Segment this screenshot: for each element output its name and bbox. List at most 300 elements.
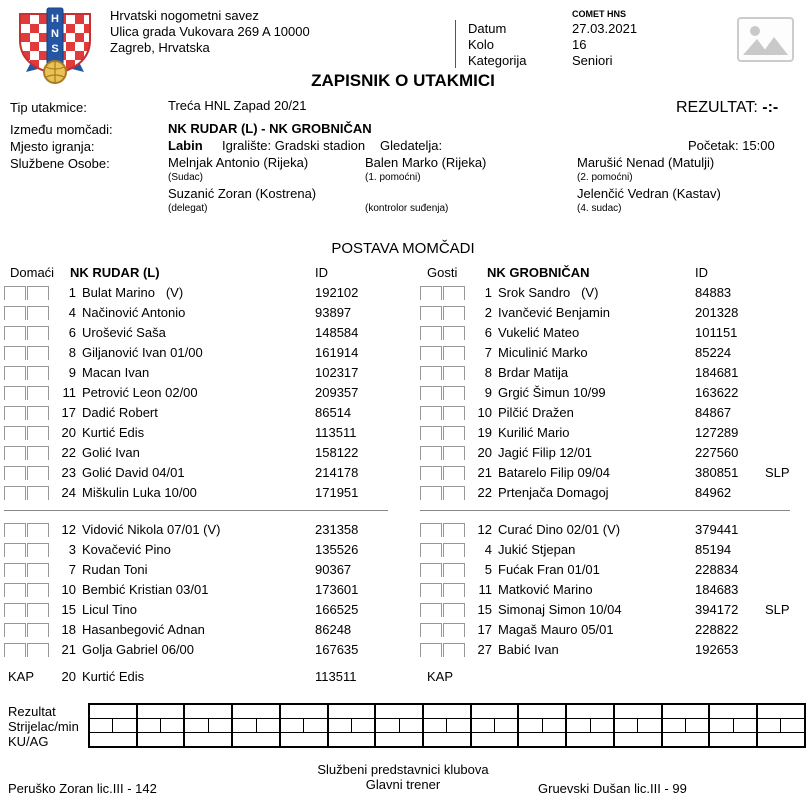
player-id: 209357	[315, 384, 359, 400]
player-checkbox-1	[4, 286, 26, 300]
player-row	[420, 382, 804, 402]
player-checkbox-1	[420, 286, 442, 300]
player-id: 214178	[315, 464, 359, 480]
player-checkbox-1	[4, 426, 26, 440]
svg-text:H: H	[51, 13, 59, 25]
away-team-column	[420, 262, 804, 686]
player-id: 84867	[695, 404, 732, 420]
grid-cell	[709, 719, 733, 733]
player-id: 201328	[695, 304, 739, 320]
player-checkbox-2	[27, 306, 49, 320]
player-id: 93897	[315, 304, 352, 320]
grid-cell	[137, 704, 185, 719]
system-label: COMET HNS	[572, 9, 626, 19]
player-number: 15	[477, 601, 492, 617]
player-id: 102317	[315, 364, 359, 380]
player-name: Načinović Antonio	[82, 304, 186, 320]
org-address2: Zagreb, Hrvatska	[110, 40, 210, 55]
player-checkbox-1	[4, 326, 26, 340]
away-representative: Gruevski Dušan lic.III - 99	[538, 781, 687, 796]
rezultat-label: REZULTAT:	[676, 99, 758, 116]
izmedu-momcadi-label: Između momčadi:	[10, 122, 113, 137]
player-id: 171951	[315, 484, 359, 500]
player-number: 27	[477, 641, 492, 657]
rezultat-value: -:-	[762, 99, 779, 116]
player-checkbox-2	[443, 286, 465, 300]
player-number: 6	[484, 324, 492, 340]
player-number: 17	[477, 621, 492, 637]
grid-cell	[304, 719, 328, 733]
player-row	[4, 462, 402, 482]
player-name: Dadić Robert	[82, 404, 158, 420]
home-starters-list	[4, 282, 402, 502]
player-flag: SLP	[765, 464, 790, 480]
player-checkbox-2	[27, 286, 49, 300]
grid-cell	[184, 733, 232, 748]
player-name: Giljanović Ivan 01/00	[82, 344, 203, 360]
away-side-label: Gosti	[427, 264, 458, 280]
official-fourth: Jelenčić Vedran (Kastav)	[577, 186, 721, 201]
player-checkbox-1	[420, 583, 442, 597]
svg-text:N: N	[51, 28, 59, 40]
player-checkbox-2	[443, 583, 465, 597]
grid-cell	[638, 719, 662, 733]
grid-cell	[757, 733, 805, 748]
grid-cell	[232, 719, 256, 733]
player-checkbox-1	[4, 366, 26, 380]
player-checkbox-1	[4, 306, 26, 320]
player-number: 6	[68, 324, 76, 340]
player-name: Miškulin Luka 10/00	[82, 484, 197, 500]
player-id: 85224	[695, 344, 732, 360]
away-starters-list	[420, 282, 804, 502]
grid-cell	[137, 733, 185, 748]
player-checkbox-2	[443, 543, 465, 557]
grid-cell	[423, 719, 447, 733]
player-checkbox-2	[443, 523, 465, 537]
player-id: 380851	[695, 464, 739, 480]
grid-cell	[662, 719, 686, 733]
player-row	[420, 462, 804, 482]
grid-cell	[280, 719, 304, 733]
player-checkbox-1	[4, 466, 26, 480]
player-name: Hasanbegović Adnan	[82, 621, 205, 637]
player-row	[420, 442, 804, 462]
player-id: 166525	[315, 601, 359, 617]
player-checkbox-2	[443, 346, 465, 360]
player-number: 10	[477, 404, 492, 420]
igraliste-text: Igralište: Gradski stadion	[222, 138, 366, 153]
player-checkbox-1	[4, 486, 26, 500]
grid-cell	[328, 733, 376, 748]
player-row	[420, 322, 804, 342]
kolo-value: 16	[572, 37, 587, 52]
player-checkbox-2	[27, 543, 49, 557]
player-checkbox-1	[420, 486, 442, 500]
player-checkbox-1	[4, 583, 26, 597]
player-id: 113511	[315, 424, 357, 440]
player-checkbox-1	[420, 603, 442, 617]
player-id: 163622	[695, 384, 739, 400]
player-number: 20	[61, 424, 76, 440]
home-team-name: NK RUDAR (L)	[70, 264, 160, 280]
player-name: Simonaj Simon 10/04	[498, 601, 622, 617]
player-id: 184681	[695, 364, 739, 380]
player-id: 184683	[695, 581, 739, 597]
grid-cell	[89, 733, 137, 748]
grid-cell	[518, 719, 542, 733]
player-checkbox-2	[27, 486, 49, 500]
datum-label: Datum	[468, 21, 507, 36]
grid-cell	[590, 719, 614, 733]
player-row	[4, 382, 402, 402]
grid-cell	[757, 704, 805, 719]
player-number: 17	[61, 404, 76, 420]
player-checkbox-2	[443, 486, 465, 500]
player-checkbox-2	[27, 386, 49, 400]
player-name: Ivančević Benjamin	[498, 304, 610, 320]
player-checkbox-1	[4, 346, 26, 360]
player-checkbox-1	[420, 306, 442, 320]
player-checkbox-2	[443, 563, 465, 577]
mjesto-value: Labin	[168, 138, 203, 153]
player-checkbox-1	[4, 446, 26, 460]
home-captain-row	[4, 666, 402, 686]
player-checkbox-2	[27, 643, 49, 657]
player-row	[4, 519, 402, 539]
player-name: Golić David 04/01	[82, 464, 185, 480]
player-name: Prtenjača Domagoj	[498, 484, 609, 500]
player-checkbox-1	[420, 406, 442, 420]
player-name: Fućak Fran 01/01	[498, 561, 600, 577]
svg-text:S: S	[51, 43, 59, 55]
mjesto-igranja-label: Mjesto igranja:	[10, 139, 95, 154]
player-id: 228834	[695, 561, 739, 577]
player-row	[4, 599, 402, 619]
header-divider	[455, 20, 456, 68]
player-id: 228822	[695, 621, 739, 637]
player-number: 1	[484, 284, 492, 300]
player-id: 86514	[315, 404, 352, 420]
player-checkbox-2	[27, 406, 49, 420]
player-number: 19	[477, 424, 492, 440]
player-checkbox-1	[4, 523, 26, 537]
grid-cell	[518, 733, 566, 748]
grid-cell	[614, 719, 638, 733]
player-checkbox-1	[420, 426, 442, 440]
player-name: Vidović Nikola 07/01 (V)	[82, 521, 221, 537]
player-checkbox-2	[443, 643, 465, 657]
player-row	[4, 302, 402, 322]
grid-cell	[566, 733, 614, 748]
player-id: 148584	[315, 324, 359, 340]
player-name: Miculinić Marko	[498, 344, 588, 360]
player-row	[4, 619, 402, 639]
grid-cell	[471, 719, 495, 733]
home-kap-label: KAP	[8, 668, 35, 684]
player-id: 135526	[315, 541, 359, 557]
player-number: 7	[484, 344, 492, 360]
player-row	[4, 579, 402, 599]
player-number: 5	[484, 561, 492, 577]
player-row	[420, 639, 804, 659]
tip-utakmice-label: Tip utakmice:	[10, 100, 87, 115]
player-id: 379441	[695, 521, 739, 537]
player-row	[420, 519, 804, 539]
player-id: 84962	[695, 484, 732, 500]
player-name: Licul Tino	[82, 601, 137, 617]
grid-cell	[375, 704, 423, 719]
grid-cell	[375, 733, 423, 748]
player-checkbox-1	[4, 543, 26, 557]
player-name: Batarelo Filip 09/04	[498, 464, 611, 480]
grid-cell	[161, 719, 185, 733]
away-id-header: ID	[695, 264, 708, 280]
grid-row-label-rezultat: Rezultat	[8, 704, 56, 719]
player-row	[4, 342, 402, 362]
grid-cell	[328, 704, 376, 719]
home-id-header: ID	[315, 264, 328, 280]
player-checkbox-1	[420, 523, 442, 537]
official-referee: Melnjak Antonio (Rijeka)	[168, 155, 309, 170]
gledatelja-label: Gledatelja:	[380, 138, 443, 153]
grid-cell	[256, 719, 280, 733]
player-checkbox-1	[4, 406, 26, 420]
grid-cell	[232, 733, 280, 748]
player-name: Brdar Matija	[498, 364, 569, 380]
player-number: 8	[484, 364, 492, 380]
player-row	[4, 322, 402, 342]
grid-cell	[399, 719, 423, 733]
player-name: Kovačević Pino	[82, 541, 171, 557]
player-checkbox-1	[420, 366, 442, 380]
home-captain-id: 113511	[315, 668, 357, 684]
player-number: 12	[477, 521, 492, 537]
player-id: 227560	[695, 444, 739, 460]
player-id: 192653	[695, 641, 739, 657]
player-number: 1	[68, 284, 76, 300]
player-name: Jagić Filip 12/01	[498, 444, 592, 460]
player-checkbox-2	[27, 466, 49, 480]
player-row	[4, 362, 402, 382]
player-row	[4, 282, 402, 302]
pocetak-text: Početak: 15:00	[688, 138, 775, 153]
player-row	[4, 639, 402, 659]
player-checkbox-1	[4, 386, 26, 400]
player-name: Vukelić Mateo	[498, 324, 580, 340]
player-checkbox-2	[443, 446, 465, 460]
player-checkbox-1	[420, 623, 442, 637]
player-checkbox-1	[4, 623, 26, 637]
player-row	[4, 442, 402, 462]
player-id: 90367	[315, 561, 352, 577]
player-id: 173601	[315, 581, 359, 597]
grid-cell	[709, 733, 757, 748]
player-id: 101151	[695, 324, 738, 340]
org-address1: Ulica grada Vukovara 269 A 10000	[110, 24, 310, 39]
grid-cell	[423, 704, 471, 719]
player-number: 22	[61, 444, 76, 460]
home-subs-divider	[4, 510, 388, 511]
kategorija-value: Seniori	[572, 53, 613, 68]
player-row	[420, 342, 804, 362]
teams-value: NK RUDAR (L) - NK GROBNIČAN	[168, 121, 372, 136]
grid-cell	[685, 719, 709, 733]
away-team-name: NK GROBNIČAN	[487, 264, 590, 280]
player-id: 192102	[315, 284, 359, 300]
player-row	[420, 559, 804, 579]
player-checkbox-2	[27, 346, 49, 360]
home-team-header	[4, 262, 402, 282]
player-id: 84883	[695, 284, 732, 300]
player-row	[420, 422, 804, 442]
datum-value: 27.03.2021	[572, 21, 638, 36]
player-checkbox-2	[443, 603, 465, 617]
grid-cell	[781, 719, 805, 733]
grid-cell	[471, 733, 519, 748]
player-row	[420, 579, 804, 599]
grid-cell	[614, 733, 662, 748]
player-checkbox-2	[27, 563, 49, 577]
player-name: Jukić Stjepan	[498, 541, 576, 557]
player-checkbox-2	[27, 523, 49, 537]
player-id: 167635	[315, 641, 359, 657]
grid-cell	[518, 704, 566, 719]
player-number: 21	[61, 641, 76, 657]
player-checkbox-2	[27, 426, 49, 440]
away-subs-divider	[420, 510, 790, 511]
away-kap-label: KAP	[427, 668, 454, 684]
grid-cell	[280, 704, 328, 719]
kolo-label: Kolo	[468, 37, 495, 52]
player-name: Rudan Toni	[82, 561, 148, 577]
grid-cell	[423, 733, 471, 748]
player-checkbox-1	[420, 346, 442, 360]
player-id: 158122	[315, 444, 359, 460]
player-row	[4, 559, 402, 579]
player-name: Petrović Leon 02/00	[82, 384, 198, 400]
player-number: 22	[477, 484, 492, 500]
grid-cell	[614, 704, 662, 719]
player-checkbox-2	[443, 406, 465, 420]
player-name: Matković Marino	[498, 581, 593, 597]
grid-cell	[89, 704, 137, 719]
grid-cell	[208, 719, 232, 733]
kategorija-label: Kategorija	[468, 53, 527, 68]
grid-cell	[137, 719, 161, 733]
home-representative: Peruško Zoran lic.III - 142	[8, 781, 157, 796]
player-checkbox-1	[420, 563, 442, 577]
player-checkbox-1	[4, 563, 26, 577]
official-fourth-role: (4. sudac)	[577, 203, 622, 214]
player-number: 11	[478, 581, 492, 597]
player-name: Kurilić Mario	[498, 424, 570, 440]
player-number: 8	[68, 344, 76, 360]
player-number: 2	[484, 304, 492, 320]
official-controller-role: (kontrolor suđenja)	[365, 203, 449, 214]
rezultat	[676, 99, 778, 117]
player-row	[4, 539, 402, 559]
home-subs-list	[4, 519, 402, 659]
player-checkbox-2	[27, 603, 49, 617]
player-checkbox-1	[4, 603, 26, 617]
home-captain-name: Kurtić Edis	[82, 668, 145, 684]
player-checkbox-2	[27, 583, 49, 597]
player-checkbox-1	[420, 643, 442, 657]
grid-cell	[495, 719, 519, 733]
player-checkbox-1	[420, 466, 442, 480]
footer-representatives-title: Službeni predstavnici klubova	[317, 762, 489, 777]
grid-cell	[757, 719, 781, 733]
player-number: 9	[484, 384, 492, 400]
player-row	[4, 482, 402, 502]
sluzbene-osobe-label: Službene Osobe:	[10, 156, 110, 171]
player-row	[4, 422, 402, 442]
player-name: Babić Ivan	[498, 641, 559, 657]
player-row	[420, 362, 804, 382]
player-checkbox-2	[27, 366, 49, 380]
away-captain-row	[420, 666, 804, 686]
player-number: 18	[61, 621, 76, 637]
player-name: Bembić Kristian 03/01	[82, 581, 209, 597]
player-number: 12	[61, 521, 76, 537]
player-row	[420, 482, 804, 502]
away-subs-list	[420, 519, 804, 659]
grid-row-label-kuag: KU/AG	[8, 734, 49, 749]
player-row	[420, 402, 804, 422]
player-number: 21	[477, 464, 492, 480]
player-checkbox-2	[443, 623, 465, 637]
player-row	[420, 619, 804, 639]
player-number: 4	[484, 541, 492, 557]
grid-cell	[471, 704, 519, 719]
player-name: Urošević Saša	[82, 324, 166, 340]
grid-cell	[542, 719, 566, 733]
home-captain-num: 20	[61, 668, 76, 684]
home-team-column	[4, 262, 402, 686]
grid-cell	[113, 719, 137, 733]
lineup-heading: POSTAVA MOMČADI	[331, 240, 475, 257]
player-checkbox-2	[27, 326, 49, 340]
official-assistant2-role: (2. pomoćni)	[577, 172, 633, 183]
player-checkbox-1	[4, 643, 26, 657]
player-number: 24	[61, 484, 76, 500]
grid-cell	[328, 719, 352, 733]
player-name: Srok Sandro (V)	[498, 284, 599, 300]
away-team-header	[420, 262, 804, 282]
player-name: Magaš Mauro 05/01	[498, 621, 614, 637]
player-checkbox-2	[443, 326, 465, 340]
player-number: 20	[477, 444, 492, 460]
grid-cell	[375, 719, 399, 733]
player-number: 23	[61, 464, 76, 480]
player-name: Curać Dino 02/01 (V)	[498, 521, 621, 537]
footer-head-coach-title: Glavni trener	[365, 777, 441, 792]
grid-cell	[733, 719, 757, 733]
player-number: 11	[62, 384, 76, 400]
official-delegate: Suzanić Zoran (Kostrena)	[168, 186, 317, 201]
player-flag: SLP	[765, 601, 790, 617]
player-checkbox-2	[27, 446, 49, 460]
grid-cell	[709, 704, 757, 719]
official-assistant2: Marušić Nenad (Matulji)	[577, 155, 715, 170]
official-referee-role: (Sudac)	[168, 172, 204, 183]
player-checkbox-2	[27, 623, 49, 637]
image-placeholder-icon	[737, 17, 794, 65]
player-name: Bulat Marino (V)	[82, 284, 184, 300]
score-grid	[88, 703, 806, 748]
grid-row-label-strijelac: Strijelac/min	[8, 719, 79, 734]
